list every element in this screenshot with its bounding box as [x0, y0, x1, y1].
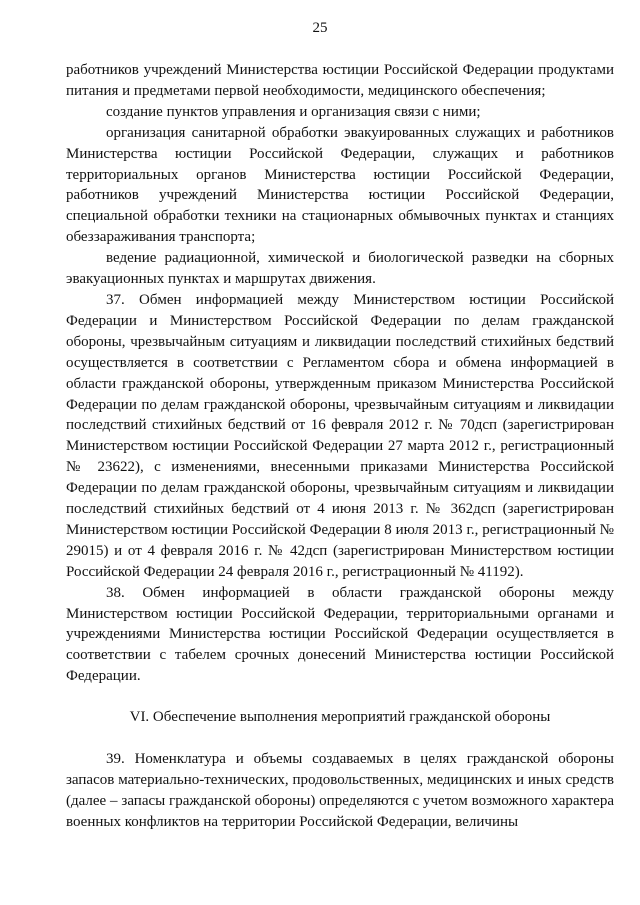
paragraph-reconnaissance: ведение радиационной, химической и биологической разведки на сборных эвакуационных пунктах и маршрутах движения. [66, 250, 614, 288]
paragraph-38: 38. Обмен информацией в области гражданской обороны между Министерством юстиции Российской Федерации, территориальными органами и учреждениями Министерства юстиции Российской Федерации осуществляется в соответствии с табелем срочных донесений Министерства юстиции Российской Федерации. [66, 584, 614, 685]
paragraph-37: 37. Обмен информацией между Министерством юстиции Российской Федерации и Министерством Российской Федерации по делам гражданской обороны, чрезвычайным ситуациям и ликвидации последствий стихийных бедствий осуществляется в соответствии с Регламентом сбора и обмена информацией в области гражданской обороны, утвержденным приказом Министерства Российской Федерации по делам гражданской обороны, чрезвычайным ситуациям и ликвидации последствий стихийных бедствий от 16 февраля 2012 г. № 70дсп (зарегистрирован Министерством юстиции Российской Федерации 27 марта 2012 г., регистрационный № 23622), с изменениями, внесенными приказами Министерства Российской Федерации по делам гражданской обороны, чрезвычайным ситуациям и ликвидации последствий стихийных бедствий от 4 июня 2013 г. № 362дсп (зарегистрирован Министерством юстиции Российской Федерации 8 июля 2013 г., регистрационный № 29015) и от 4 февраля 2016 г. № 42дсп (зарегистрирован Министерством юстиции Российской Федерации 24 февраля 2016 г., регистрационный № 41192). [66, 291, 614, 580]
section-title: VI. Обеспечение выполнения мероприятий гражданской обороны [129, 709, 551, 726]
paragraph-command-posts: создание пунктов управления и организация связи с ними; [106, 103, 481, 120]
document-body [66, 60, 614, 833]
paragraph-39: 39. Номенклатура и объемы создаваемых в целях гражданской обороны запасов материально-технических, продовольственных, медицинских и иных средств (далее – запасы гражданской обороны) определяются с учетом возможного характера военных конфликтов на территории Российской Федерации, величины [66, 751, 614, 830]
paragraph-sanitation: организация санитарной обработки эвакуированных служащих и работников Министерства юстиции Российской Федерации, служащих и работников территориальных органов Министерства юстиции Российской Федерации, работников учреждений Министерства юстиции Российской Федерации, специальной обработки техники на стационарных обмывочных пунктах и станциях обеззараживания транспорта; [66, 124, 614, 246]
paragraph-continuation: работников учреждений Министерства юстиции Российской Федерации продуктами питания и предметами первой необходимости, медицинского обеспечения; [66, 62, 614, 99]
page-number: 25 [312, 20, 328, 36]
